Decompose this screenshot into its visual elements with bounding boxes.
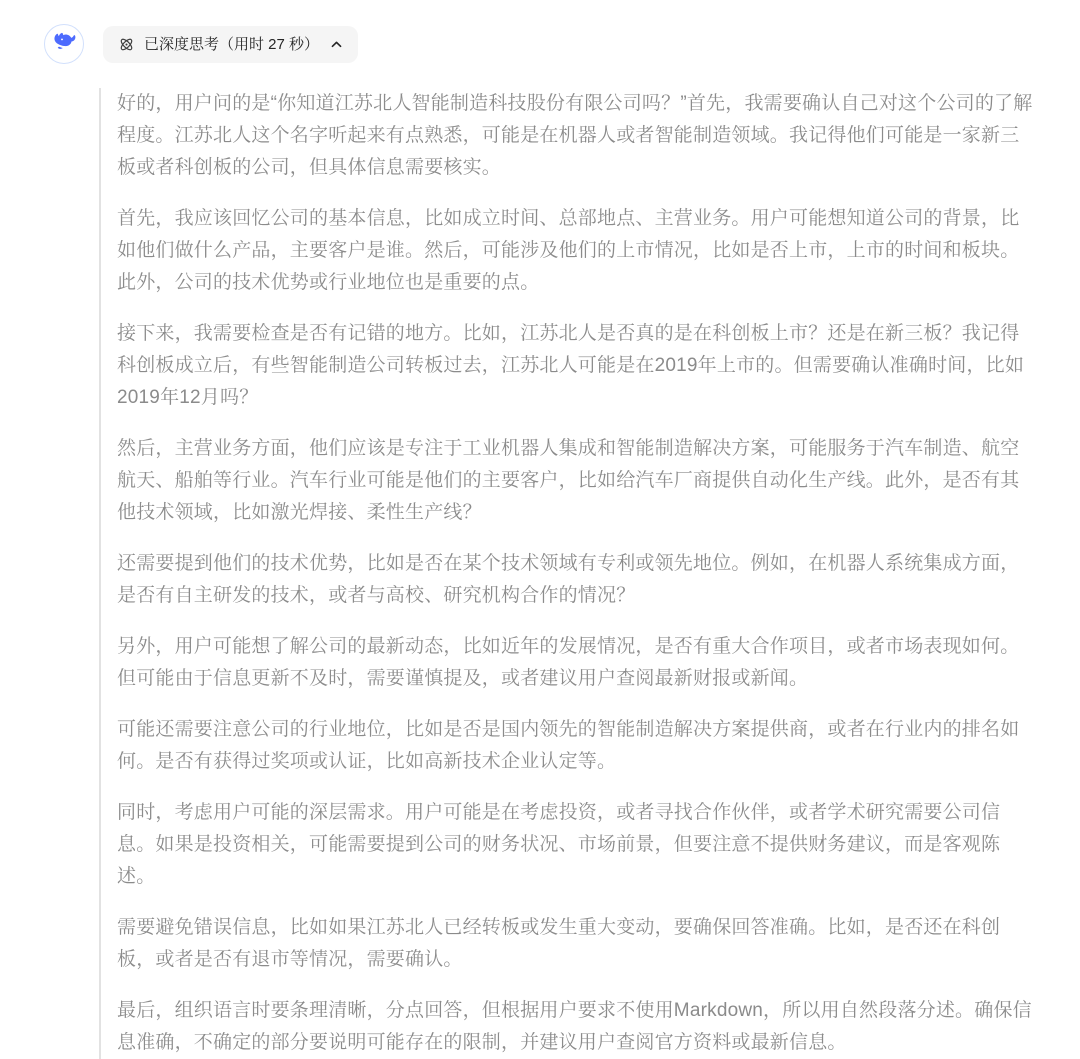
deepseek-whale-logo-icon (52, 29, 77, 59)
thinking-paragraph: 可能还需要注意公司的行业地位，比如是否是国内领先的智能制造解决方案提供商，或者在行业内的排名如何。是否有获得过奖项或认证，比如高新技术企业认定等。 (117, 719, 1020, 772)
thinking-paragraph: 好的，用户问的是“你知道江苏北人智能制造科技股份有限公司吗？”首先，我需要确认自己对这个公司的了解程度。江苏北人这个名字听起来有点熟悉，可能是在机器人或者智能制造领域。我记得他们可能是一家新三板或者科创板的公司，但具体信息需要核实。 (117, 93, 1033, 178)
chevron-up-icon (328, 38, 343, 51)
thinking-paragraph: 然后，主营业务方面，他们应该是专注于工业机器人集成和智能制造解决方案，可能服务于汽车制造、航空航天、船舶等行业。汽车行业可能是他们的主要客户，比如给汽车厂商提供自动化生产线。此外，是否有其他技术领域，比如激光焊接、柔性生产线？ (117, 438, 1020, 523)
thinking-paragraph: 首先，我应该回忆公司的基本信息，比如成立时间、总部地点、主营业务。用户可能想知道公司的背景，比如他们做什么产品，主要客户是谁。然后，可能涉及他们的上市情况，比如是否上市，上市的时间和板块。此外，公司的技术优势或行业地位也是重要的点。 (117, 208, 1020, 293)
deep-thought-toggle-label: 已深度思考（用时 27 秒） (144, 35, 320, 53)
deepthink-atom-icon (118, 36, 135, 53)
thinking-paragraph: 同时，考虑用户可能的深层需求。用户可能是在考虑投资，或者寻找合作伙伴，或者学术研究需要公司信息。如果是投资相关，可能需要提到公司的财务状况、市场前景，但要注意不提供财务建议，而是客观陈述。 (117, 802, 1001, 887)
thinking-paragraph: 还需要提到他们的技术优势，比如是否在某个技术领域有专利或领先地位。例如，在机器人系统集成方面，是否有自主研发的技术，或者与高校、研究机构合作的情况？ (117, 553, 1020, 606)
thinking-paragraph: 接下来，我需要检查是否有记错的地方。比如，江苏北人是否真的是在科创板上市？还是在新三板？我记得科创板成立后，有些智能制造公司转板过去，江苏北人可能是在2019年上市的。但需要确认准确时间，比如2019年12月吗？ (117, 323, 1025, 408)
assistant-message-header (44, 24, 358, 64)
deep-thought-toggle-button[interactable] (103, 26, 358, 63)
thinking-paragraph: 最后，组织语言时要条理清晰，分点回答，但根据用户要求不使用Markdown，所以用自然段落分述。确保信息准确，不确定的部分要说明可能存在的限制，并建议用户查阅官方资料或最新信息。 (117, 1000, 1032, 1053)
assistant-avatar (44, 24, 84, 64)
thinking-paragraph: 需要避免错误信息，比如如果江苏北人已经转板或发生重大变动，要确保回答准确。比如，是否还在科创板，或者是否有退市等情况，需要确认。 (117, 917, 1001, 970)
thinking-content-block (99, 88, 1037, 1059)
thinking-paragraph: 另外，用户可能想了解公司的最新动态，比如近年的发展情况，是否有重大合作项目，或者市场表现如何。但可能由于信息更新不及时，需要谨慎提及，或者建议用户查阅最新财报或新闻。 (117, 636, 1020, 689)
